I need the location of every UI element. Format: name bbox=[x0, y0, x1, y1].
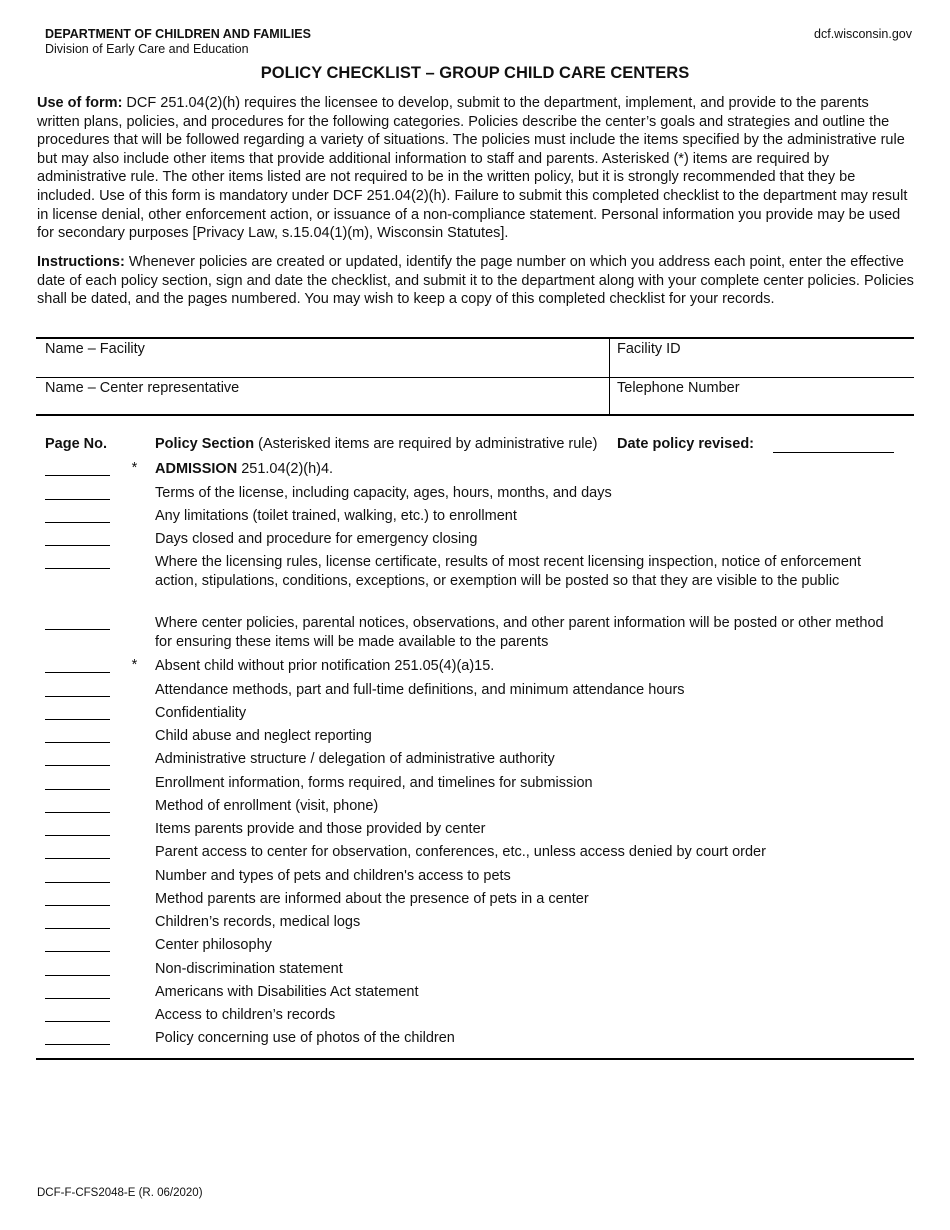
policy-item-label: Any limitations (toilet trained, walking, etc.) to enrollment bbox=[155, 508, 517, 524]
page-number-input[interactable] bbox=[45, 696, 110, 697]
policy-item-label: Policy concerning use of photos of the children bbox=[155, 1030, 455, 1046]
policy-item-heading: ADMISSION bbox=[155, 461, 238, 477]
page-number-input[interactable] bbox=[45, 998, 110, 999]
policy-item-text bbox=[155, 935, 903, 955]
checklist-item bbox=[0, 726, 950, 749]
checklist-item bbox=[0, 935, 950, 959]
policy-item-text bbox=[155, 529, 903, 549]
policy-item-label: Americans with Disabilities Act statement bbox=[155, 984, 419, 1000]
policy-item-text bbox=[155, 773, 903, 793]
page-number-input[interactable] bbox=[45, 522, 110, 523]
checklist-item bbox=[0, 912, 950, 935]
policy-item-label: Center philosophy bbox=[155, 937, 272, 953]
page-number-input[interactable] bbox=[45, 905, 110, 906]
policy-item-label: Parent access to center for observation, conferences, etc., unless access denied by court order bbox=[155, 844, 766, 860]
checklist-item bbox=[0, 703, 950, 726]
instructions-paragraph bbox=[37, 253, 915, 309]
policy-item-text bbox=[155, 842, 903, 862]
policy-item-label: Access to children’s records bbox=[155, 1007, 336, 1023]
policy-item-label: Method of enrollment (visit, phone) bbox=[155, 798, 379, 814]
representative-row bbox=[36, 377, 914, 416]
policy-item-text bbox=[155, 959, 903, 979]
checklist-item bbox=[0, 680, 950, 703]
page-number-input[interactable] bbox=[45, 499, 110, 500]
use-of-form-text: DCF 251.04(2)(h) requires the licensee to develop, submit to the department, implement, and provide to the parents written plans, policies, and procedures for the following categories. Policies describe the center’s goals and strategies and outline the procedures that will be followed regarding a variety of situations. The policies must include the items specified by the administrative rule but may also include other items that provide additional information to staff and parents. Asterisked (*) items are required by administrative rule. The other items listed are not required to be in the written policy, but it is strongly recommended that they be included. Use of this form is mandatory under DCF 251.04(2)(h). Failure to submit this completed checklist to the department may result in license denial, other enforcement action, or issuance of a non-compliance statement. Personal information you provide may be used for secondary purposes [Privacy Law, s.15.04(1)(m), Wisconsin Statutes]. bbox=[37, 95, 908, 242]
checklist-item bbox=[0, 1028, 950, 1051]
page-number-input[interactable] bbox=[45, 545, 110, 546]
center-representative-field[interactable]: Name – Center representative bbox=[45, 380, 240, 396]
policy-item-text bbox=[155, 866, 903, 886]
policy-item-label: Where the licensing rules, license certificate, results of most recent licensing inspection, notice of enforcement action, stipulations, conditions, exceptions, or exemption will be posted so that they are visible to the public bbox=[155, 554, 862, 589]
facility-name-field[interactable]: Name – Facility bbox=[45, 341, 145, 357]
checklist-item bbox=[0, 982, 950, 1005]
department-name: DEPARTMENT OF CHILDREN AND FAMILIES bbox=[45, 27, 311, 41]
page-number-input[interactable] bbox=[45, 812, 110, 813]
use-of-form-paragraph bbox=[37, 94, 915, 243]
policy-item-text bbox=[155, 982, 903, 1002]
checklist-item bbox=[0, 529, 950, 552]
checklist-item bbox=[0, 552, 950, 613]
checklist-item bbox=[0, 506, 950, 529]
policy-item-label: Absent child without prior notification 251.05(4)(a)15. bbox=[155, 658, 495, 674]
policy-item-label: Enrollment information, forms required, and timelines for submission bbox=[155, 775, 593, 791]
header-agency bbox=[45, 27, 311, 57]
checklist-item bbox=[0, 773, 950, 796]
facility-id-field[interactable]: Facility ID bbox=[617, 341, 681, 357]
checklist-item bbox=[0, 819, 950, 842]
policy-item-text bbox=[155, 912, 903, 932]
page-number-input[interactable] bbox=[45, 475, 110, 476]
checklist-item bbox=[0, 656, 950, 680]
policy-item-label: Number and types of pets and children's access to pets bbox=[155, 868, 511, 884]
policy-item-text bbox=[155, 613, 903, 652]
policy-item-text bbox=[155, 656, 903, 676]
date-revised-header: Date policy revised: bbox=[617, 436, 754, 452]
page-number-input[interactable] bbox=[45, 742, 110, 743]
policy-item-label: Child abuse and neglect reporting bbox=[155, 728, 372, 744]
instructions-label: Instructions: bbox=[37, 254, 125, 270]
policy-item-text bbox=[155, 726, 903, 746]
checklist-item bbox=[0, 842, 950, 866]
website-url: dcf.wisconsin.gov bbox=[814, 27, 912, 41]
page-number-input[interactable] bbox=[45, 951, 110, 952]
instructions-text: Whenever policies are created or updated, identify the page number on which you address each point, enter the effective date of each policy section, sign and date the checklist, and submit it to the department along with your complete center policies. Policies shall be dated, and the pages numbered. You may wish to keep a copy of this completed checklist for your records. bbox=[37, 254, 914, 308]
policy-item-text bbox=[155, 552, 903, 591]
policy-item-label: Non-discrimination statement bbox=[155, 961, 343, 977]
policy-item-label: Children’s records, medical logs bbox=[155, 914, 361, 930]
policy-item-label: Items parents provide and those provided by center bbox=[155, 821, 486, 837]
checklist-item bbox=[0, 749, 950, 773]
policy-item-text bbox=[155, 506, 903, 526]
page-number-input[interactable] bbox=[45, 765, 110, 766]
form-number: DCF-F-CFS2048-E (R. 06/2020) bbox=[37, 1187, 203, 1199]
policy-section-note: (Asterisked items are required by administrative rule) bbox=[254, 436, 598, 452]
telephone-number-field[interactable]: Telephone Number bbox=[617, 380, 740, 396]
page-number-input[interactable] bbox=[45, 858, 110, 859]
policy-item-label: Where center policies, parental notices, observations, and other parent information will be posted or other method for ensuring these items will be made available to the parents bbox=[155, 615, 884, 650]
page-number-input[interactable] bbox=[45, 928, 110, 929]
form-title: POLICY CHECKLIST – GROUP CHILD CARE CENTERS bbox=[260, 64, 690, 82]
policy-section-label: Policy Section bbox=[155, 436, 255, 452]
policy-item-label: Method parents are informed about the presence of pets in a center bbox=[155, 891, 589, 907]
checklist-item bbox=[0, 866, 950, 889]
policy-item-text bbox=[155, 889, 903, 909]
policy-item-text bbox=[155, 680, 903, 700]
checklist-item bbox=[0, 483, 950, 506]
page-number-input[interactable] bbox=[45, 719, 110, 720]
required-asterisk: * bbox=[131, 657, 137, 673]
bottom-divider bbox=[36, 1058, 914, 1060]
checklist-item bbox=[0, 959, 950, 982]
policy-item-label: Attendance methods, part and full-time definitions, and minimum attendance hours bbox=[155, 682, 685, 698]
policy-items-list bbox=[0, 459, 950, 1051]
use-of-form-label: Use of form: bbox=[37, 95, 123, 111]
policy-item-text bbox=[155, 459, 903, 479]
page-number-input[interactable] bbox=[45, 1021, 110, 1022]
page-number-input[interactable] bbox=[45, 568, 110, 569]
facility-row bbox=[36, 339, 914, 377]
facility-info-table bbox=[36, 337, 914, 416]
policy-section-header bbox=[155, 436, 597, 452]
policy-item-text bbox=[155, 483, 903, 503]
policy-item-label: Confidentiality bbox=[155, 705, 247, 721]
page-number-input[interactable] bbox=[45, 975, 110, 976]
policy-item-text bbox=[155, 819, 903, 839]
checklist-item bbox=[0, 889, 950, 912]
policy-item-text bbox=[155, 796, 903, 816]
division-name: Division of Early Care and Education bbox=[45, 42, 249, 56]
page-number-input[interactable] bbox=[45, 835, 110, 836]
page-number-input[interactable] bbox=[45, 789, 110, 790]
policy-item-label: 251.04(2)(h)4. bbox=[237, 461, 334, 477]
page-number-input[interactable] bbox=[45, 882, 110, 883]
checklist-item bbox=[0, 459, 950, 483]
policy-item-label: Terms of the license, including capacity, ages, hours, months, and days bbox=[155, 485, 612, 501]
date-revised-input[interactable] bbox=[773, 452, 894, 453]
page-number-input[interactable] bbox=[45, 672, 110, 673]
checklist-item bbox=[0, 796, 950, 819]
page-number-input[interactable] bbox=[45, 1044, 110, 1045]
page-number-input[interactable] bbox=[45, 629, 110, 630]
policy-item-label: Administrative structure / delegation of administrative authority bbox=[155, 751, 555, 767]
policy-item-text bbox=[155, 1028, 903, 1048]
checklist-item bbox=[0, 1005, 950, 1028]
policy-item-label: Days closed and procedure for emergency closing bbox=[155, 531, 478, 547]
policy-item-text bbox=[155, 1005, 903, 1025]
required-asterisk: * bbox=[131, 460, 137, 476]
checklist-item bbox=[0, 613, 950, 656]
policy-item-text bbox=[155, 703, 903, 723]
policy-item-text bbox=[155, 749, 903, 769]
page-number-header: Page No. bbox=[45, 436, 108, 452]
